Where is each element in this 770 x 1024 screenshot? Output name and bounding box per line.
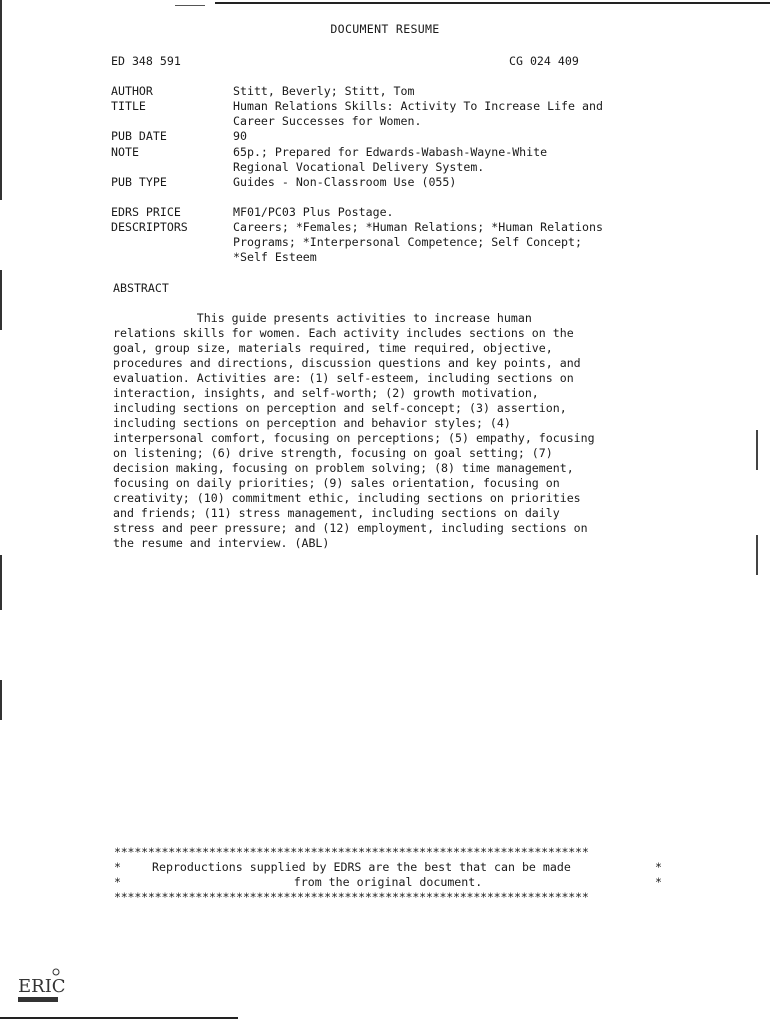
descriptors-value-line-1: Careers; *Females; *Human Relations; *Human Relations [233, 220, 603, 234]
abstract-line: on listening; (6) drive strength, focusing on goal setting; (7) [113, 446, 553, 460]
abstract-line: including sections on perception and self-concept; (3) assertion, [113, 401, 567, 415]
scan-edge-right [756, 430, 758, 470]
pub-type-value: Guides - Non-Classroom Use (055) [233, 175, 457, 189]
abstract-line: evaluation. Activities are: (1) self-esteem, including sections on [113, 371, 574, 385]
abstract-line: focusing on daily priorities; (9) sales orientation, focusing on [113, 476, 560, 490]
asterisk-border-top: ********************************************************************** [114, 845, 589, 859]
scan-edge-top [215, 2, 770, 4]
descriptors-value-line-3: *Self Esteem [233, 250, 317, 264]
author-label: AUTHOR [111, 84, 153, 98]
abstract-heading: ABSTRACT [113, 281, 169, 295]
title-value-line-2: Career Successes for Women. [233, 114, 422, 128]
pub-date-value: 90 [233, 129, 247, 143]
asterisk-border-bottom: ********************************************************************** [114, 890, 589, 904]
scan-edge-bottom [0, 1017, 238, 1019]
pub-date-label: PUB DATE [111, 129, 167, 143]
edrs-price-label: EDRS PRICE [111, 205, 181, 219]
abstract-line: and friends; (11) stress management, including sections on daily [113, 506, 560, 520]
abstract-line: decision making, focusing on problem solving; (8) time management, [113, 461, 574, 475]
scan-edge-left [0, 680, 2, 720]
repro-notice-line-2: from the original document. [293, 875, 483, 889]
descriptors-label: DESCRIPTORS [111, 220, 188, 234]
abstract-line: goal, group size, materials required, time required, objective, [113, 341, 553, 355]
descriptors-value-line-2: Programs; *Interpersonal Competence; Self Concept; [233, 235, 583, 249]
document-title: DOCUMENT RESUME [330, 22, 440, 36]
ed-number: ED 348 591 [111, 54, 181, 68]
note-value-line-2: Regional Vocational Delivery System. [233, 160, 485, 174]
title-value-line-1: Human Relations Skills: Activity To Increase Life and [233, 99, 603, 113]
abstract-line: relations skills for women. Each activity includes sections on the [113, 326, 574, 340]
scan-edge-right [756, 535, 758, 575]
pub-type-label: PUB TYPE [111, 175, 167, 189]
abstract-line: creativity; (10) commitment ethic, including sections on priorities [113, 491, 581, 505]
abstract-line: procedures and directions, discussion questions and key points, and [113, 356, 581, 370]
scan-edge-top-short [175, 5, 205, 6]
abstract-line: This guide presents activities to increase human [113, 311, 532, 325]
eric-logo [16, 966, 68, 1006]
edrs-price-value: MF01/PC03 Plus Postage. [233, 205, 394, 219]
abstract-line: the resume and interview. (ABL) [113, 536, 330, 550]
repro-notice-line-1: Reproductions supplied by EDRS are the best that can be made [152, 860, 571, 874]
cg-number: CG 024 409 [509, 54, 579, 68]
abstract-line: stress and peer pressure; and (12) employment, including sections on [113, 521, 588, 535]
scan-edge-left [0, 270, 2, 330]
abstract-line: including sections on perception and behavior styles; (4) [113, 416, 511, 430]
title-label: TITLE [111, 99, 146, 113]
abstract-line: interpersonal comfort, focusing on perceptions; (5) empathy, focusing [113, 431, 595, 445]
note-value-line-1: 65p.; Prepared for Edwards-Wabash-Wayne-White [233, 145, 548, 159]
note-label: NOTE [111, 145, 139, 159]
abstract-line: interaction, insights, and self-worth; (2) growth motivation, [113, 386, 539, 400]
abstract-body [113, 296, 653, 566]
author-value: Stitt, Beverly; Stitt, Tom [233, 84, 415, 98]
eric-logo-icon [16, 966, 68, 1006]
eric-logo-text: ERIC [18, 976, 66, 997]
scan-edge-left [0, 555, 2, 610]
